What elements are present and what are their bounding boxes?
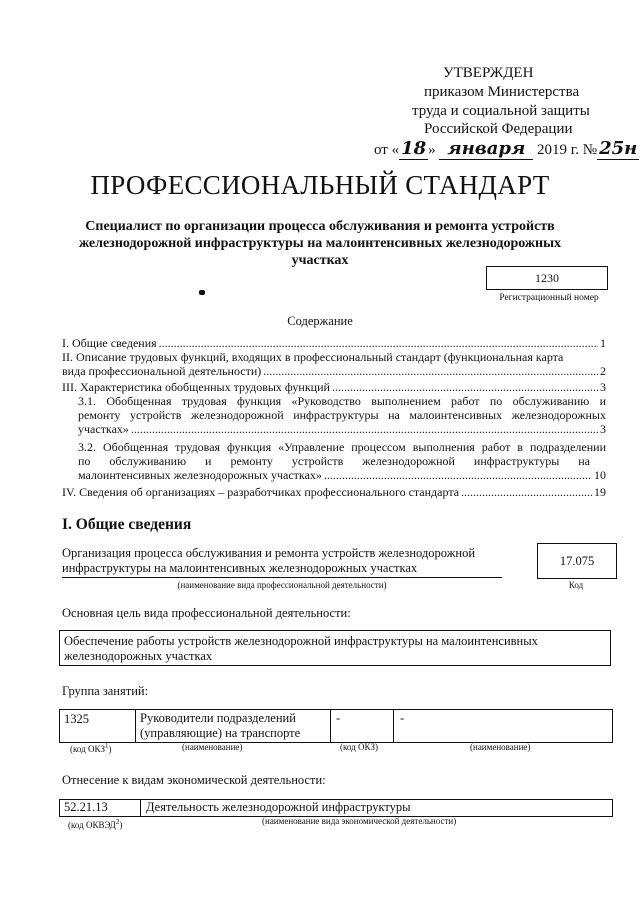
toc-heading: Содержание xyxy=(287,314,353,328)
toc-page: 10 xyxy=(594,468,606,482)
toc-page: 19 xyxy=(594,485,606,499)
approval-heading: УТВЕРЖДЕН xyxy=(443,65,534,81)
okz-code-2: - xyxy=(336,711,341,725)
okz-code-caption-2: (код ОКЗ) xyxy=(340,742,378,752)
econ-label: Отнесение к видам экономической деятельности: xyxy=(62,773,326,787)
approval-number: 25н xyxy=(599,138,638,159)
occupation-name-2: - xyxy=(400,711,405,725)
goal-text: Обеспечение работы устройств железнодорожной инфраструктуры на малоинтенсивных железнодорожных участках xyxy=(59,630,611,666)
activity-code-label: Код xyxy=(568,580,584,590)
approval-month: января xyxy=(439,138,533,160)
activity-code-box: 17.075 xyxy=(537,543,617,579)
approval-date-line: от « 18 » января 2019 г. № 25н xyxy=(374,138,638,159)
toc-item-2-line-1[interactable]: II. Описание трудовых функций, входящих в профессиональный стандарт (функциональная карта xyxy=(62,350,564,364)
toc-page: 3 xyxy=(600,422,606,436)
toc-page: 3 xyxy=(600,380,606,394)
toc-item-4[interactable]: участках» ..... 3 xyxy=(78,422,606,436)
toc-item-5-line-2[interactable]: по обслуживанию и ремонту устройств железнодорожной инфраструктуры на xyxy=(78,454,590,468)
toc-item-5[interactable]: малоинтенсивных железнодорожных участках» ..... 10 xyxy=(78,468,606,482)
toc-page: 1 xyxy=(600,336,606,350)
section-1-heading: I. Общие сведения xyxy=(62,516,192,533)
occupation-name-caption-1: (наименование) xyxy=(182,742,243,752)
approval-line-1: приказом Министерства xyxy=(424,84,580,100)
registration-number-box: 1230 xyxy=(486,266,608,290)
approval-line-3: Российской Федерации xyxy=(424,121,573,137)
approval-line-2: труда и социальной защиты xyxy=(412,103,590,119)
toc-item-3[interactable]: III. Характеристика обобщенных трудовых функций ..... 3 xyxy=(62,380,606,394)
occupation-table xyxy=(59,709,613,743)
okz-code-caption-1: (код ОКЗ$^1$) xyxy=(70,742,112,754)
toc-item-2[interactable]: вида профессиональной деятельности) ..... 2 xyxy=(62,364,606,378)
approval-day: 18 xyxy=(401,138,427,159)
toc-item-6[interactable]: IV. Сведения об организациях – разработчиках профессионального стандарта ..... 19 xyxy=(62,485,606,499)
occupation-name-caption-2: (наименование) xyxy=(470,742,531,752)
toc-item-1[interactable]: I. Общие сведения ..... 1 xyxy=(62,336,606,350)
goal-label: Основная цель вида профессиональной деятельности: xyxy=(62,606,351,620)
registration-number-label: Регистрационный номер xyxy=(499,293,599,303)
toc-item-5-line-1[interactable]: 3.2. Обобщенная трудовая функция «Управление процессом выполнения работ в подразделении xyxy=(78,440,606,454)
page-title: ПРОФЕССИОНАЛЬНЫЙ СТАНДАРТ xyxy=(90,170,550,200)
okved-table xyxy=(59,799,613,817)
page-subtitle: Специалист по организации процесса обслуживания и ремонта устройств железнодорожной инфраструктуры на малоинтенсивных железнодорожных участках xyxy=(78,219,562,268)
toc-item-4-line-2[interactable]: ремонту устройств железнодорожной инфраструктуры на малоинтенсивных железнодорожных xyxy=(78,408,606,422)
activity-name: Организация процесса обслуживания и ремонта устройств железнодорожной инфраструктуры на малоинтенсивных железнодорожных участках xyxy=(62,546,502,578)
group-label: Группа занятий: xyxy=(62,684,149,698)
okved-code: 52.21.13 xyxy=(64,800,108,814)
okved-name: Деятельность железнодорожной инфраструктуры xyxy=(146,800,411,814)
okved-code-caption: (код ОКВЭД$^2$) xyxy=(68,818,123,830)
okved-name-caption: (наименование вида экономической деятельности) xyxy=(262,816,457,826)
toc-item-4-line-1[interactable]: 3.1. Обобщенная трудовая функция «Руководство выполнением работ по обслуживанию и xyxy=(78,394,606,408)
activity-caption: (наименование вида профессиональной деятельности) xyxy=(177,580,387,590)
occupation-name-1: Руководители подразделений (управляющие) на транспорте xyxy=(140,711,301,740)
toc-page: 2 xyxy=(600,364,606,378)
okz-code-1: 1325 xyxy=(64,712,89,726)
ink-dot xyxy=(199,290,205,295)
